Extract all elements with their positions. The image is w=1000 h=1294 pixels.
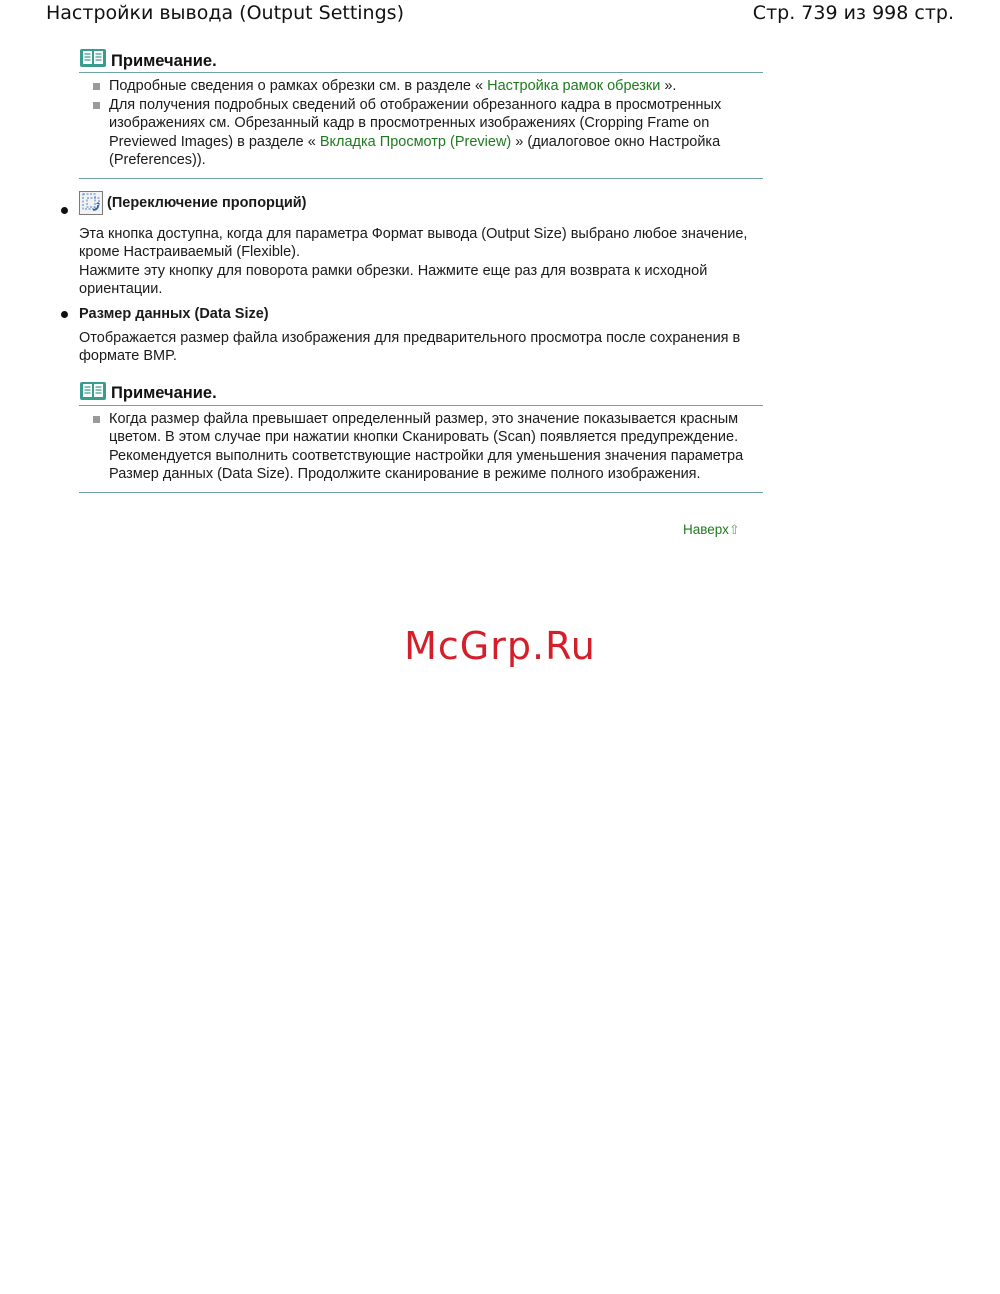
bullet-heading (79, 191, 763, 215)
book-icon (79, 380, 107, 402)
note-box (79, 377, 763, 493)
page-counter: Стр. 739 из 998 стр. (752, 2, 954, 24)
back-to-top-label: Наверх (683, 522, 729, 537)
square-bullet-icon (93, 102, 100, 109)
bullet-heading: Размер данных (Data Size) (79, 305, 269, 322)
square-bullet-icon (93, 416, 100, 423)
note-header (79, 377, 763, 406)
paragraph: Нажмите эту кнопку для поворота рамки обрезки. Нажмите еще раз для возврата к исходной ориентации. (79, 262, 708, 297)
note-list (79, 410, 763, 484)
main-content (79, 44, 763, 493)
square-bullet-icon (93, 83, 100, 90)
bullet-item-data-size (79, 305, 763, 366)
book-icon (79, 47, 107, 69)
link-crop-frames[interactable]: Настройка рамок обрезки (487, 78, 661, 94)
note-list (79, 77, 763, 170)
aspect-toggle-icon (79, 191, 103, 215)
page-header (46, 2, 954, 28)
link-preview-tab[interactable]: Вкладка Просмотр (Preview) (319, 133, 512, 150)
bullet-dot-icon (61, 207, 68, 214)
paragraph: Отображается размер файла изображения для предварительного просмотра после сохранения в формате BMP. (79, 329, 741, 364)
note-text: Для получения подробных сведений об отображении обрезанного кадра в просмотренных изображениях см. Обрезанный кадр в просмотренных изображениях (Cropping Frame on Previewed Images) в разделе « (109, 96, 722, 150)
note-item (109, 96, 763, 170)
paragraph: Эта кнопка доступна, когда для параметра Формат вывода (Output Size) выбрано любое значение, кроме Настраиваемый (Flexible). (79, 225, 748, 260)
bullet-item-aspect-toggle (79, 191, 763, 299)
note-item (109, 77, 763, 96)
note-text: Когда размер файла превышает определенный размер, это значение показывается красным цветом. В этом случае при нажатии кнопки Сканировать (Scan) появляется предупреждение. Рекомендуется выполнить соответствующие настройки для уменьшения значения параметра Размер данных (Data Size). Продолжите сканирование в режиме полного изображения. (109, 410, 744, 482)
note-text: » (диалоговое окно Настройка (Preferences)). (109, 133, 721, 168)
bullet-dot-icon (61, 311, 68, 318)
up-arrow-icon: ⇧ (728, 522, 740, 537)
note-text: Подробные сведения о рамках обрезки см. в разделе « (109, 78, 488, 94)
bullet-heading-text: (Переключение пропорций) (107, 194, 307, 211)
note-item (109, 410, 763, 484)
back-to-top-link[interactable] (683, 522, 740, 538)
note-text: ». (660, 78, 677, 94)
note-title: Примечание. (111, 51, 217, 70)
note-header (79, 44, 763, 73)
note-box (79, 44, 763, 179)
watermark: McGrp.Ru (404, 624, 596, 668)
note-title: Примечание. (111, 384, 217, 402)
document-title: Настройки вывода (Output Settings) (46, 2, 404, 24)
